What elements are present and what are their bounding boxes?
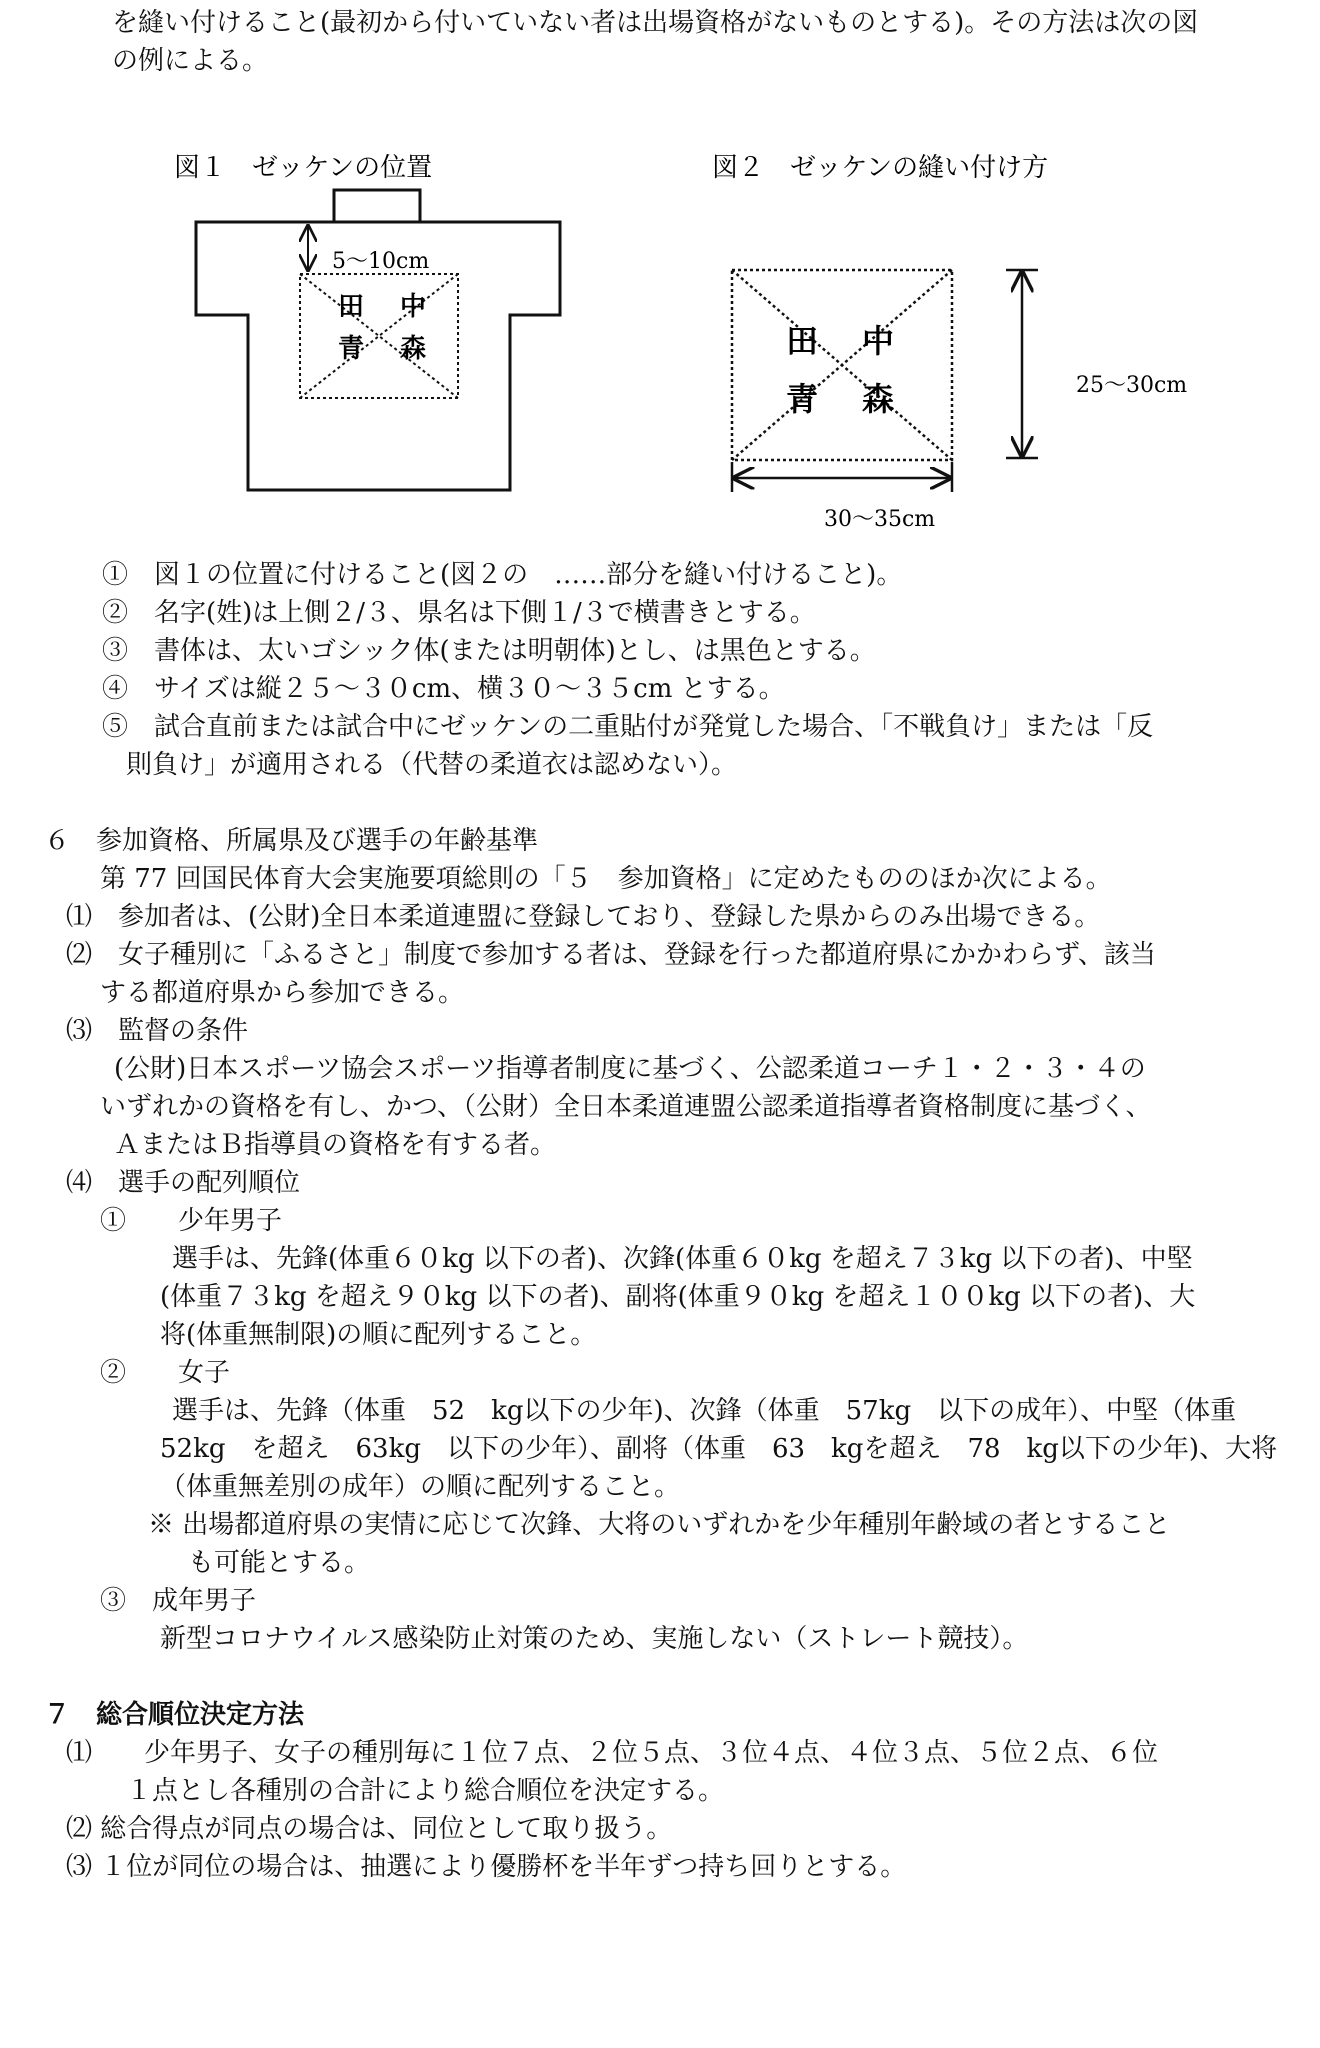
jacket-outline <box>196 190 560 490</box>
s7-line-1: ⑴ 少年男子、女子の種別毎に１位７点、２位５点、３位４点、４位３点、５位２点、６位 <box>66 1738 1159 1768</box>
s6-line-19: も可能とする。 <box>188 1548 371 1578</box>
s6-line-9: ⑷ 選手の配列順位 <box>66 1168 301 1198</box>
s6-line-1: 第 77 回国民体育大会実施要項総則の「５ 参加資格」に定めたもののほか次による。 <box>100 864 1112 894</box>
note-4: ④ サイズは縦２５〜３０cm、横３０〜３５cm とする。 <box>102 674 785 704</box>
fig2-name-char-1: 田 <box>786 322 819 360</box>
s6-line-16: 52kg を超え 63kg 以下の少年）、副将（体重 63 kgを超え 78 kg以下の少年)、大将 <box>160 1434 1278 1464</box>
fig2-name-char-3: 青 <box>786 380 819 418</box>
fig2-bib <box>732 270 952 460</box>
fig1-name-char-3: 青 <box>338 334 365 364</box>
s6-line-18: ※ 出場都道府県の実情に応じて次鋒、大将のいずれかを少年種別年齢域の者とすること <box>148 1510 1171 1540</box>
s6-line-11: 選手は、先鋒(体重６０kg 以下の者)、次鋒(体重６０kg を超え７３kg 以下の者)、中堅 <box>172 1244 1193 1274</box>
fig2-height-label: 25〜30cm <box>1076 373 1188 398</box>
note-5: ⑤ 試合直前または試合中にゼッケンの二重貼付が発覚した場合、「不戦負け」または「反 <box>102 712 1154 742</box>
s6-line-5: ⑶ 監督の条件 <box>66 1016 249 1046</box>
s6-line-7: いずれかの資格を有し、かつ、（公財）全日本柔道連盟公認柔道指導者資格制度に基づく、 <box>100 1092 1152 1122</box>
note-3: ③ 書体は、太いゴシック体(または明朝体)とし、は黒色とする。 <box>102 636 876 666</box>
fig1-name-char-2: 中 <box>400 292 427 322</box>
section-7-heading: ７ 総合順位決定方法 <box>44 1700 305 1730</box>
s6-line-12: (体重７３kg を超え９０kg 以下の者)、副将(体重９０kg を超え１００kg 以下の者)、大 <box>160 1282 1196 1312</box>
fig1-name-char-4: 森 <box>400 334 427 364</box>
s6-line-21: 新型コロナウイルス感染防止対策のため、実施しない（ストレート競技）。 <box>160 1624 1029 1654</box>
note-2: ② 名字(姓)は上側２/３、県名は下側１/３で横書きとする。 <box>102 598 816 628</box>
s6-line-13: 将(体重無制限)の順に配列すること。 <box>160 1320 597 1350</box>
s6-line-4: する都道府県から参加できる。 <box>100 978 465 1008</box>
s7-line-3: ⑵ 総合得点が同点の場合は、同位として取り扱う。 <box>66 1814 673 1844</box>
s6-line-8: ＡまたはＢ指導員の資格を有する者。 <box>114 1130 557 1160</box>
fig1-offset-label: 5〜10cm <box>332 249 430 274</box>
s6-line-2: ⑴ 参加者は、(公財)全日本柔道連盟に登録しており、登録した県からのみ出場できる。 <box>66 902 1101 932</box>
fig2-title: 図２ ゼッケンの縫い付け方 <box>712 153 1049 183</box>
note-5-cont: 則負け」が適用される（代替の柔道衣は認めない）。 <box>126 750 738 780</box>
s6-line-3: ⑵ 女子種別に「ふるさと」制度で参加する者は、登録を行った都道府県にかかわらず、該当 <box>66 940 1156 970</box>
s7-line-4: ⑶ １位が同位の場合は、抽選により優勝杯を半年ずつ持ち回りとする。 <box>66 1852 907 1882</box>
intro-line-2: の例による。 <box>112 46 269 76</box>
intro-line-1: を縫い付けること(最初から付いていない者は出場資格がないものとする)。その方法は次の図 <box>112 8 1199 38</box>
fig2-width-label: 30〜35cm <box>824 507 936 532</box>
fig2-width-dimension <box>732 462 952 492</box>
s6-line-20: ③ 成年男子 <box>100 1586 257 1616</box>
s6-line-10: ① 少年男子 <box>100 1206 283 1236</box>
s6-line-6: (公財)日本スポーツ協会スポーツ指導者制度に基づく、公認柔道コーチ１・２・３・４の <box>114 1054 1146 1084</box>
fig2-name-char-4: 森 <box>862 380 895 418</box>
s6-line-17: （体重無差別の成年）の順に配列すること。 <box>160 1472 681 1502</box>
s6-line-14: ② 女子 <box>100 1358 231 1388</box>
fig1-name-char-1: 田 <box>338 292 365 322</box>
fig2-height-dimension <box>1006 270 1038 458</box>
fig1-bib <box>300 274 458 398</box>
fig2-name-char-2: 中 <box>862 322 895 360</box>
s6-line-15: 選手は、先鋒（体重 52 kg以下の少年)、次鋒（体重 57kg 以下の成年）、中堅（体重 <box>172 1396 1237 1426</box>
fig1-title: 図１ ゼッケンの位置 <box>174 153 433 183</box>
note-1: ① 図１の位置に付けること(図２の ‥‥‥部分を縫い付けること)。 <box>102 560 903 590</box>
section-6-heading: ６ 参加資格、所属県及び選手の年齢基準 <box>44 826 539 856</box>
s7-line-2: １点とし各種別の合計により総合順位を決定する。 <box>126 1776 725 1806</box>
